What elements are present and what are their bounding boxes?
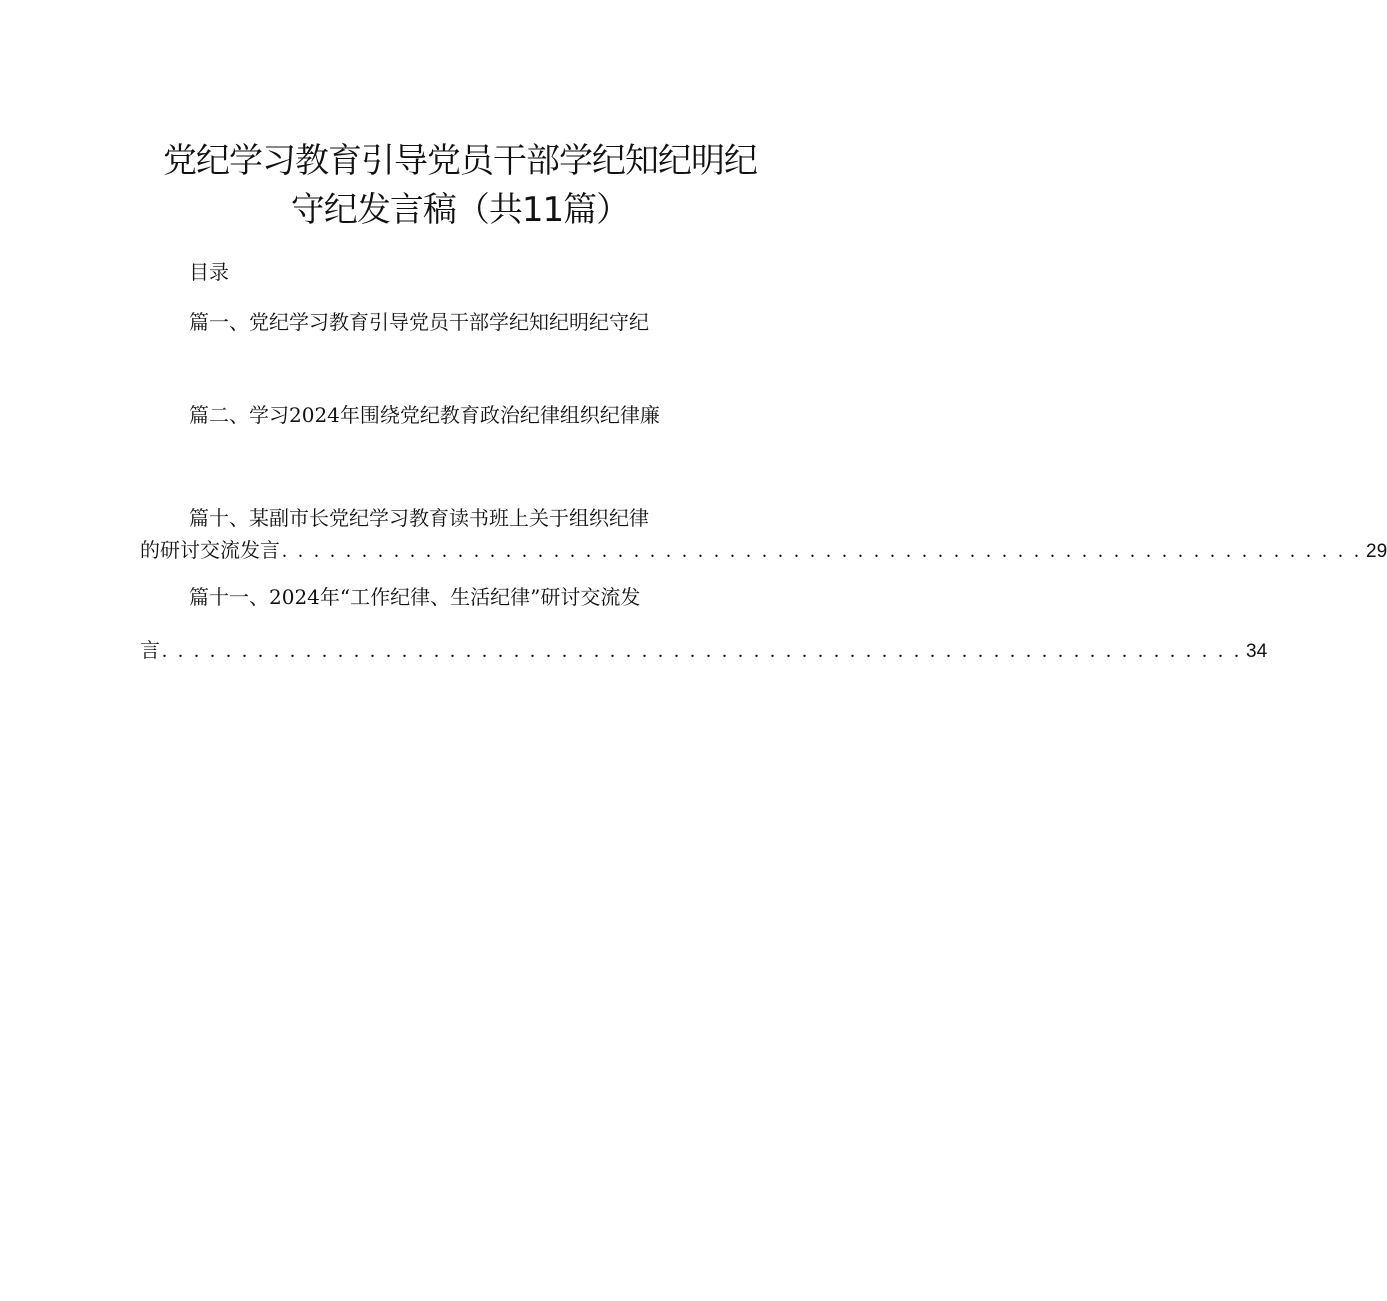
toc-entry-10-page-number: 29 bbox=[1366, 541, 1387, 562]
toc-entry-11[interactable]: 篇十一、2024年“工作纪律、生活纪律”研讨交流发 bbox=[189, 585, 641, 609]
toc-entry-10[interactable]: 篇十、某副市长党纪学习教育读书班上关于组织纪律 bbox=[189, 506, 649, 530]
document-title-line-2: 守纪发言稿（共11篇） bbox=[290, 190, 630, 230]
toc-heading: 目录 bbox=[189, 260, 229, 284]
toc-entry-2[interactable]: 篇二、学习2024年围绕党纪教育政治纪律组织纪律廉 bbox=[189, 403, 660, 427]
toc-entry-11-continuation[interactable] bbox=[140, 634, 1268, 663]
toc-leader-dots: . . . . . . . . . . . . . . . . . . . . . . . . . . . . . . . . . . . . . . . . . . . . . . . . . . . . . . . . . . . . . . . . . . . . bbox=[282, 540, 1362, 562]
toc-leader-dots: . . . . . . . . . . . . . . . . . . . . . . . . . . . . . . . . . . . . . . . . . . . . . . . . . . . . . . . . . . . . . . . . . . . . bbox=[162, 640, 1242, 662]
document-title-line-1: 党纪学习教育引导党员干部学纪知纪明纪 bbox=[163, 141, 757, 181]
toc-entry-10-continuation[interactable] bbox=[140, 534, 1387, 563]
toc-entry-11-continuation-text: 言 bbox=[140, 638, 160, 662]
toc-entry-1[interactable]: 篇一、党纪学习教育引导党员干部学纪知纪明纪守纪 bbox=[189, 310, 649, 334]
toc-entry-11-page-number: 34 bbox=[1246, 641, 1268, 662]
toc-entry-10-continuation-text: 的研讨交流发言 bbox=[140, 538, 280, 562]
